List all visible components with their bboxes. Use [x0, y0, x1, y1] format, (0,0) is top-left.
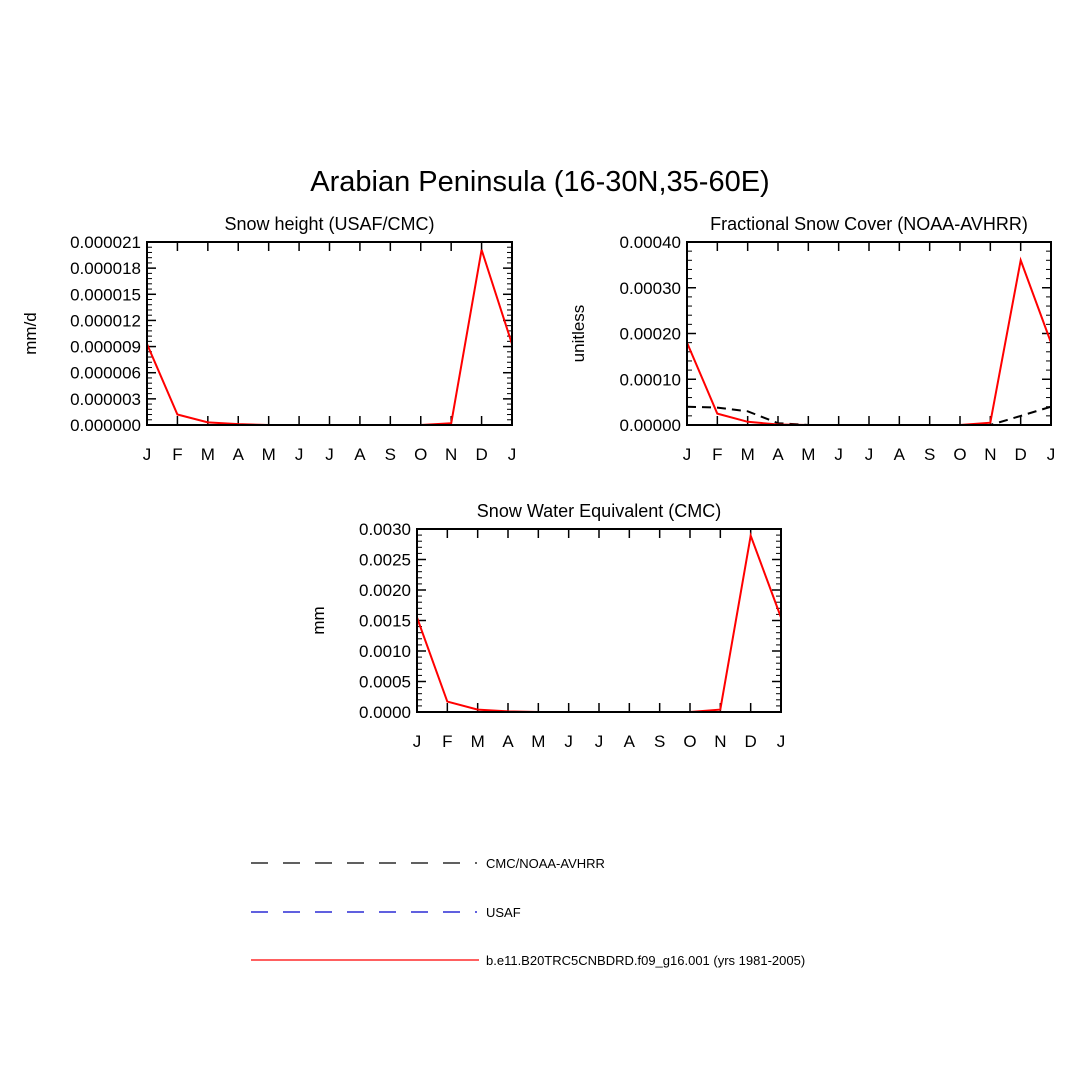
plot-frame: [687, 242, 1051, 425]
y-tick-label: 0.00030: [619, 278, 681, 298]
x-tick-label: F: [712, 445, 723, 464]
y-tick-label: 0.000003: [70, 389, 141, 409]
series-line-model: [687, 260, 1051, 425]
x-tick-label: J: [142, 445, 152, 464]
x-tick-label: O: [414, 445, 428, 464]
y-tick-label: 0.000018: [70, 259, 141, 279]
x-tick-label: S: [923, 445, 936, 464]
x-tick-label: D: [475, 445, 488, 464]
y-tick-label: 0.000021: [70, 233, 141, 252]
y-axis-label: mm: [309, 606, 328, 635]
panel-title: Fractional Snow Cover (NOAA-AVHRR): [710, 214, 1028, 234]
x-tick-label: O: [683, 732, 697, 751]
x-tick-label: J: [507, 445, 517, 464]
y-tick-label: 0.000012: [70, 311, 141, 331]
series-line-model: [147, 250, 512, 425]
x-tick-label: M: [740, 445, 755, 464]
plot-frame: [147, 242, 512, 425]
x-tick-label: D: [1014, 445, 1027, 464]
y-tick-label: 0.000009: [70, 337, 141, 357]
x-tick-label: J: [682, 445, 692, 464]
x-tick-label: J: [325, 445, 334, 464]
x-tick-label: J: [864, 445, 874, 464]
panel-title: Snow height (USAF/CMC): [224, 214, 435, 234]
x-tick-label: D: [744, 732, 757, 751]
x-tick-label: J: [1046, 445, 1056, 464]
legend: [251, 856, 805, 968]
x-tick-label: A: [772, 445, 784, 464]
x-tick-label: A: [623, 732, 636, 751]
x-tick-label: N: [714, 732, 727, 751]
legend-label-usaf: USAF: [486, 905, 521, 920]
x-tick-label: J: [294, 445, 304, 464]
x-tick-label: M: [470, 732, 485, 751]
x-tick-label: J: [834, 445, 843, 464]
x-tick-label: N: [445, 445, 458, 464]
y-tick-label: 0.00040: [619, 233, 681, 252]
y-tick-label: 0.0005: [359, 672, 411, 692]
x-tick-label: J: [776, 732, 786, 751]
x-tick-label: F: [442, 732, 453, 751]
x-tick-label: S: [653, 732, 666, 751]
panel-fractional-snow-cover: [569, 214, 1055, 464]
x-tick-label: A: [232, 445, 244, 464]
x-tick-label: A: [354, 445, 366, 464]
y-axis-label: unitless: [569, 304, 588, 363]
y-tick-label: 0.00000: [619, 416, 681, 435]
figure-title: Arabian Peninsula (16-30N,35-60E): [310, 166, 770, 198]
x-tick-label: N: [984, 445, 997, 464]
x-tick-label: O: [953, 445, 967, 464]
y-tick-label: 0.00010: [619, 370, 681, 390]
series-line-model: [417, 536, 781, 712]
x-tick-label: M: [261, 445, 276, 464]
y-tick-label: 0.00020: [619, 324, 681, 344]
x-tick-label: J: [564, 732, 573, 751]
y-axis-label: mm/d: [21, 312, 40, 355]
x-tick-label: A: [502, 732, 514, 751]
y-tick-label: 0.0015: [359, 611, 411, 631]
panel-title: Snow Water Equivalent (CMC): [476, 501, 722, 521]
y-tick-label: 0.0030: [359, 520, 411, 539]
x-tick-label: J: [412, 732, 422, 751]
y-tick-label: 0.0020: [359, 581, 411, 600]
x-tick-label: M: [531, 732, 546, 751]
x-tick-label: S: [384, 445, 397, 464]
x-tick-label: J: [594, 732, 604, 751]
y-tick-label: 0.0025: [359, 550, 411, 570]
y-tick-label: 0.0000: [359, 703, 411, 722]
x-tick-label: M: [200, 445, 215, 464]
y-tick-label: 0.0010: [359, 642, 411, 661]
x-tick-label: A: [893, 445, 906, 464]
legend-label-cmc: CMC/NOAA-AVHRR: [486, 856, 605, 871]
panel-snow-height: [21, 214, 516, 464]
y-tick-label: 0.000006: [70, 363, 141, 383]
legend-label-model: b.e11.B20TRC5CNBDRD.f09_g16.001 (yrs 1981-2005): [486, 953, 806, 968]
y-tick-label: 0.000000: [70, 416, 141, 435]
y-tick-label: 0.000015: [70, 285, 141, 305]
x-tick-label: M: [801, 445, 816, 464]
panel-snow-water-equivalent: [309, 501, 785, 751]
plot-frame: [417, 529, 781, 712]
x-tick-label: F: [172, 445, 183, 464]
